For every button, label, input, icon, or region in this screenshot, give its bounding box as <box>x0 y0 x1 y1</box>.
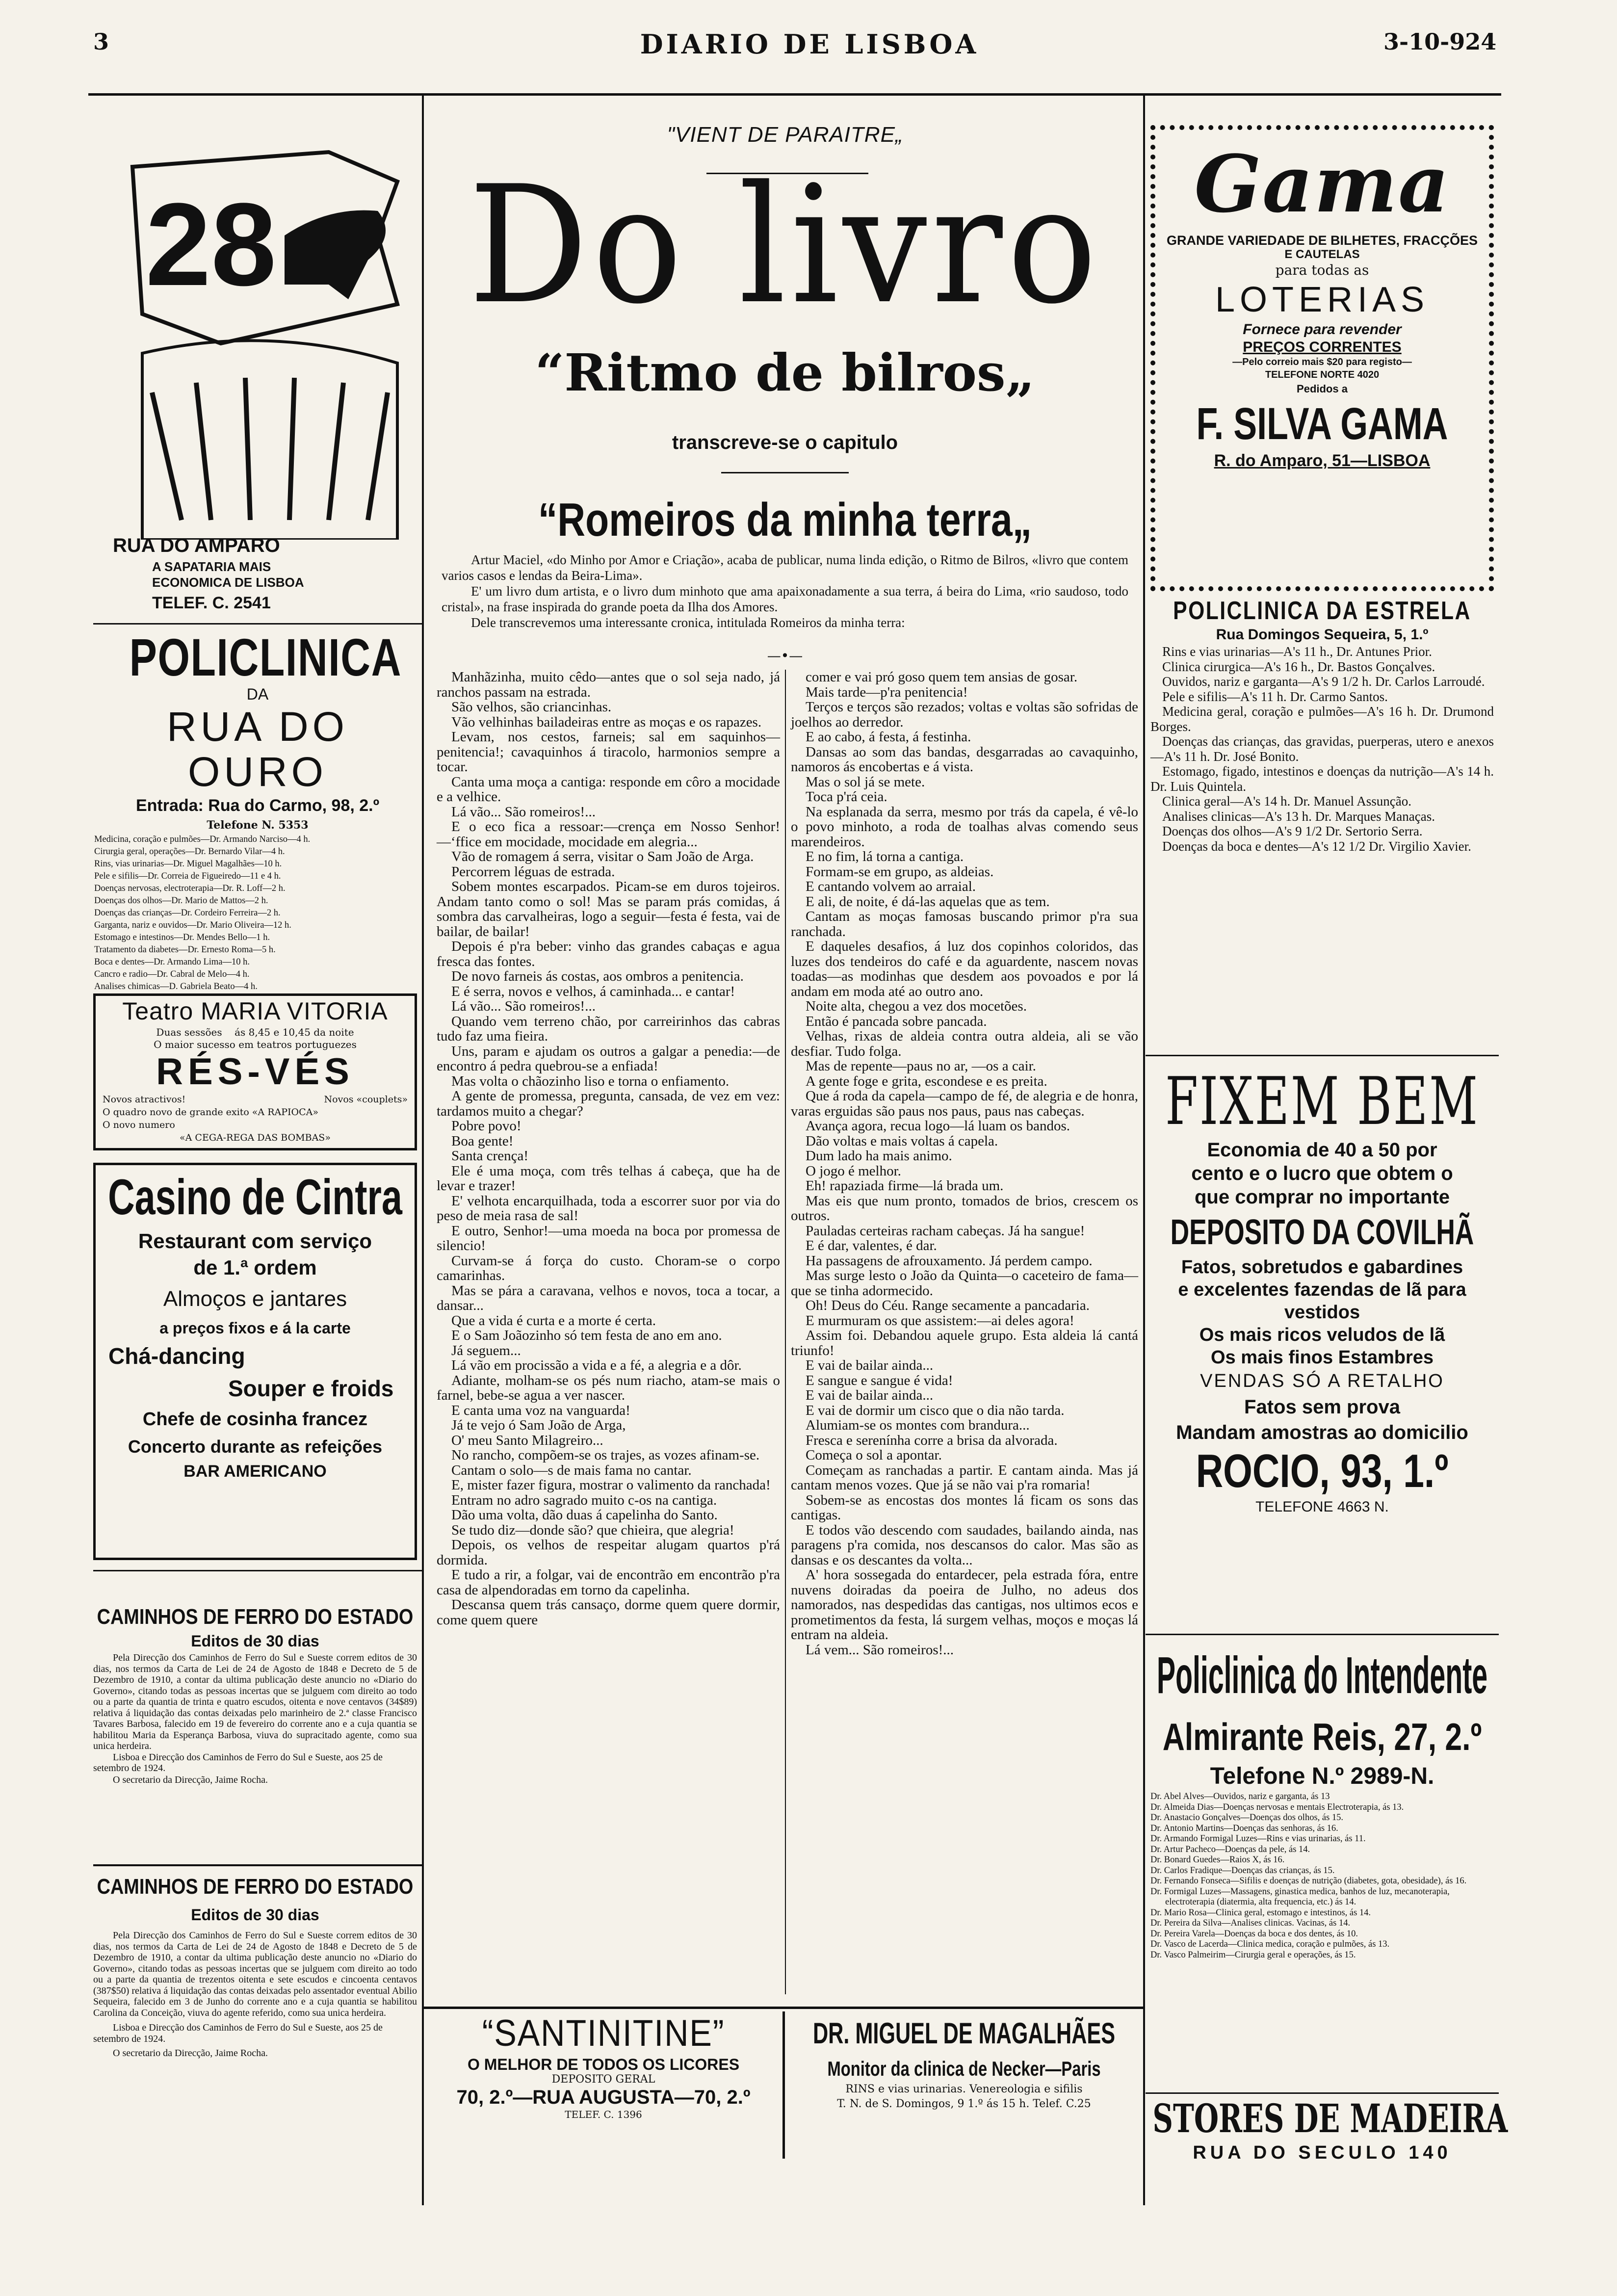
article-paragraph: Pobre povo! <box>451 1118 522 1134</box>
santinitine-ad <box>427 2011 780 2149</box>
stores-title: STORES DE MADEIRA <box>1152 2095 1508 2141</box>
list-item: Dr. Vasco de Lacerda—Clinica medica, coração e pulmões, ás 13. <box>1150 1939 1390 1949</box>
intendente-list <box>1150 1792 1494 1960</box>
magalhaes-title: DR. MIGUEL DE MAGALHÃES <box>812 2017 1116 2050</box>
article-paragraph: Começa o sol a apontar. <box>806 1447 942 1463</box>
casino-l2: de 1.ª ordem <box>193 1256 317 1279</box>
caminhos-2-sub: Editos de 30 dias <box>191 1906 319 1924</box>
article-paragraph: Que a vida é curta e a morte é certa. <box>451 1312 656 1329</box>
shoe-ad-line2: ECONOMICA DE LISBOA <box>152 575 304 590</box>
list-item: Garganta, nariz e ouvidos—Dr. Mario Oliveira—12 h. <box>94 920 291 930</box>
left-column-rule <box>422 96 424 2205</box>
caminhos-2-sign1: Lisboa e Direcção dos Caminhos de Ferro do Sul e Sueste, aos 25 de setembro de 1924. <box>93 2022 383 2044</box>
article-paragraph: Dum lado ha mais animo. <box>806 1148 952 1164</box>
article-paragraph: Dão uma volta, dão duas á capelinha do Santo. <box>451 1507 718 1523</box>
article-paragraph: Cantam o solo—s de mais fama no cantar. <box>451 1462 692 1478</box>
article-paragraph: Noite alta, chegou a vez dos mocetões. <box>806 998 1027 1014</box>
policlinica-ouro-title: POLICLINICA <box>129 627 402 687</box>
article-paragraph: No rancho, compõem-se os trajes, as vozes afinam-se. <box>451 1447 760 1463</box>
article-paragraph: E vai de bailar ainda... <box>806 1387 934 1403</box>
caminhos-notice-2 <box>93 1874 417 2059</box>
policlinica-ouro <box>93 627 422 993</box>
article-paragraph: Manhãzinha, muito cêdo—antes que o sol seja nado, já ranchos passam na estrada. <box>437 669 780 700</box>
casino-l1: Restaurant com serviço <box>138 1229 372 1252</box>
list-item: Tratamento da diabetes—Dr. Ernesto Roma—5 h. <box>94 945 276 955</box>
article-paragraph: A gente foge e grita, escondese e es preita. <box>806 1073 1047 1089</box>
fixem-l14: TELEFONE 4663 N. <box>1255 1499 1389 1515</box>
list-item: Estomago e intestinos—Dr. Mendes Bello—1 h. <box>94 933 270 942</box>
list-item: Pele e sifilis—Dr. Correia de Figueiredo—11 e 4 h. <box>94 871 281 881</box>
magalhaes-ad <box>787 2011 1141 2112</box>
article-paragraph: Mas de repente—paus no ar, —os a cair. <box>806 1058 1036 1074</box>
article-paragraph: E murmuram os que assistem:—ai deles agora! <box>806 1312 1074 1329</box>
gama-l3: para todas as <box>1275 262 1369 278</box>
list-item: Dr. Mario Rosa—Clinica geral, estomago e intestinos, ás 14. <box>1150 1907 1371 1918</box>
list-item: Dr. Formigal Luzes—Massagens, ginastica medica, banhos de luz, mecanoterapia, electroterapia (diatermia, alta frequencia, etc.) ás 14. <box>1150 1886 1450 1907</box>
fixem-l6: e excelentes fazendas de lã para <box>1178 1279 1466 1300</box>
article-paragraph: Alumiam-se os montes com brandura... <box>806 1417 1030 1433</box>
article-paragraph: Ha passagens de afrouxamento. Já perdem campo. <box>806 1252 1093 1269</box>
teatro-line3: «A CEGA-REGA DAS BOMBAS» <box>180 1132 331 1143</box>
magalhaes-l3: T. N. de S. Domingos, 9 1.º ás 15 h. Telef. C.25 <box>837 2098 1091 2110</box>
list-item: Doenças das crianças, das gravidas, puerperas, utero e anexos—A's 11 h. Dr. José Bonito. <box>1150 734 1494 764</box>
caminhos-1-sign1: Lisboa e Direcção dos Caminhos de Ferro do Sul e Sueste, aos 25 de setembro de 1924. <box>93 1751 383 1774</box>
stores-addr: RUA DO SECULO 140 <box>1193 2142 1452 2163</box>
article-paragraph: A' hora sossegada do entardecer, pela estrada fóra, entre nuvens doiradas da poeira de Julho, no adeus dos namorados, nas despedidas das cantigas, nos ultimos ecos e prometimentos da festa, lá surgem velhas, moços e moças lá entram na aldeia. <box>791 1567 1138 1643</box>
gama-ad <box>1150 125 1494 591</box>
article-paragraph: Canta uma moça a cantiga: responde em côro a mocidade e a velhice. <box>437 774 780 805</box>
list-item: Boca e dentes—Dr. Armando Lima—10 h. <box>94 957 250 967</box>
kicker: "VIENT DE PARAITRE„ <box>667 123 903 147</box>
list-item: Dr. Anastacio Gonçalves—Doenças dos olhos, ás 15. <box>1150 1813 1344 1823</box>
article-paragraph: E ali, de noite, é dá-las aquelas que as tem. <box>806 893 1050 910</box>
divider <box>1146 1055 1499 1056</box>
list-item: Rins e vias urinarias—A's 11 h., Dr. Antunes Prior. <box>1162 644 1432 659</box>
list-item: Medicina, coração e pulmões—Dr. Armando Narciso—4 h. <box>94 835 311 844</box>
shoe-ad-street: RUA DO AMPARO <box>113 535 280 556</box>
article-paragraph: Toca p'rá ceia. <box>806 789 887 805</box>
article-paragraph: E todos vão descendo com saudades, bailando ainda, nas paragens p'ra comida, nos descansos do calor. Mas são as dansas e os descantes da volta... <box>791 1522 1138 1568</box>
divider <box>93 623 422 625</box>
chapter-title: “Romeiros da minha terra„ <box>538 494 1032 546</box>
fixem-l1: Economia de 40 a 50 por <box>1207 1139 1437 1161</box>
divider <box>93 1864 422 1866</box>
article-paragraph: E é dar, valentes, é dar. <box>806 1238 937 1253</box>
list-item: Dr. Pereira da Silva—Analises clinicas. Vacinas, ás 14. <box>1150 1918 1351 1928</box>
policlinica-ouro-entrance: Entrada: Rua do Carmo, 98, 2.º <box>135 796 380 815</box>
article-paragraph: Cantam as moças famosas buscando primor p'ra sua ranchada. <box>791 909 1138 939</box>
article-paragraph: E canta uma voz na vanguarda! <box>451 1402 630 1418</box>
teatro-title: Teatro MARIA VITORIA <box>122 997 388 1025</box>
santinitine-l1: O MELHOR DE TODOS OS LICORES <box>467 2056 740 2073</box>
policlinica-intendente <box>1150 1639 1494 1960</box>
list-item: Doenças dos olhos—A's 9 1/2 Dr. Sertorio Serra. <box>1162 824 1423 838</box>
list-item: Ouvidos, nariz e garganta—A's 9 1/2 h. Dr. Carlos Larroudé. <box>1162 674 1485 689</box>
gama-l7: —Pelo correio mais $20 para registo— <box>1232 357 1412 367</box>
fixem-l10: VENDAS SÓ A RETALHO <box>1200 1371 1444 1391</box>
article-paragraph: Adiante, molham-se os pés num riacho, atam-se mais o farnel, bebe-se agua a ver nascer. <box>437 1372 780 1403</box>
article-paragraph: Mas volta o chãozinho liso e torna o enfiamento. <box>451 1073 730 1089</box>
article-paragraph: Levam, nos cestos, farneis; sal em saquinhos—penitencia!; cavaquinhos á tiracolo, harmonios sempre a tocar. <box>437 729 780 775</box>
article-paragraph: Entram no adro sagrado muito c-os na cantiga. <box>451 1492 717 1508</box>
gama-l1: GRANDE VARIEDADE DE BILHETES, FRACÇÕES <box>1166 233 1478 248</box>
list-item: Dr. Carlos Fradique—Doenças das crianças, ás 15. <box>1150 1865 1335 1876</box>
casino-l8: Concerto durante as refeições <box>128 1436 383 1457</box>
article-paragraph: E no fim, lá torna a cantiga. <box>806 849 964 864</box>
shoe-icon <box>123 137 417 540</box>
gama-l5: Fornece para revender <box>1243 321 1402 338</box>
list-item: Dr. Pereira Varela—Doenças da boca e dos dentes, ás 10. <box>1150 1929 1358 1939</box>
article-paragraph: Formam-se em grupo, as aldeias. <box>806 863 994 880</box>
article-paragraph: Sobem montes escarpados. Picam-se em duros tojeiros. Andam tanto como o sol! Mas se param prás comidas, á sombra das carvalheiras, logo a seguir—festa é festa, vai de bailar, de bailar! <box>437 879 780 939</box>
caminhos-1-sub: Editos de 30 dias <box>191 1632 319 1650</box>
teatro-line2: O novo numero <box>103 1120 175 1130</box>
article-paragraph: Percorrem léguas de estrada. <box>451 863 615 880</box>
list-item: Analises clinicas—A's 13 h. Dr. Marques Manaças. <box>1162 809 1435 824</box>
article-paragraph: Oh! Deus do Céu. Range secamente a pancadaria. <box>806 1298 1090 1313</box>
article-paragraph: Mas se pára a caravana, velhos e novos, toca a tocar, a dansar... <box>437 1282 780 1313</box>
gama-l2: E CAUTELAS <box>1284 248 1360 261</box>
article-paragraph: Curvam-se á força do custo. Choram-se o corpo camarinhas. <box>437 1252 780 1283</box>
article-paragraph: Dansas ao som das bandas, desgarradas ao cavaquinho, namoros ás encobertas e á vista. <box>791 744 1138 775</box>
article-paragraph: Vão velhinhas bailadeiras entre as moças e os rapazes. <box>451 714 762 730</box>
teatro-sessions: Duas sessões ás 8,45 e 10,45 da noite <box>156 1026 354 1038</box>
fixem-l2: cento e o lucro que obtem o <box>1191 1163 1453 1184</box>
article-paragraph: Velhas, rixas de aldeia contra outra aldeia, ali se vão desfiar. Tudo folga. <box>791 1028 1138 1059</box>
list-item: Medicina geral, coração e pulmões—A's 16 h. Dr. Drumond Borges. <box>1150 704 1494 734</box>
bottom-rule <box>424 2007 1143 2009</box>
shoe-ad-line1: A SAPATARIA MAIS <box>152 559 271 574</box>
article-paragraph: E vai de dormir um cisco que o dia não tarda. <box>806 1402 1065 1418</box>
casino-l7: Chefe de cosinha francez <box>142 1409 368 1430</box>
article-paragraph: Lá vão em procissão a vida e a fé, a alegria e a dôr. <box>451 1357 742 1373</box>
issue-date: 3-10-924 <box>1383 28 1497 55</box>
article-paragraph: Já te vejo ó Sam João de Arga, <box>451 1417 626 1433</box>
article-column-rule <box>785 670 786 1994</box>
article-paragraph: Depois é p'ra beber: vinho das grandes cabaças e agua fresca das fontes. <box>437 939 780 969</box>
article-paragraph: Eh! rapaziada firme—lá brada um. <box>806 1178 1004 1194</box>
article-paragraph: Sobem-se as encostas dos montes lá ficam os sons das cantigas. <box>791 1492 1138 1523</box>
estrela-title: POLICLINICA DA ESTRELA <box>1173 597 1471 625</box>
article-paragraph: Lá vem... São romeiros!... <box>806 1642 954 1658</box>
divider <box>93 1570 422 1571</box>
article-paragraph: Se tudo diz—donde são? que chieira, que alegria! <box>451 1522 734 1538</box>
santinitine-l4: TELEF. C. 1396 <box>565 2109 642 2120</box>
article-paragraph: E o Sam Joãozinho só tem festa de ano em ano. <box>451 1328 722 1343</box>
list-item: Dr. Artur Pacheco—Doenças da pele, ás 14. <box>1150 1844 1310 1854</box>
fixem-bem-ad <box>1150 1065 1494 1516</box>
headline: Do livro <box>469 151 1101 339</box>
intendente-addr: Almirante Reis, 27, 2.º <box>1162 1715 1482 1758</box>
fixem-l9: Os mais finos Estambres <box>1210 1347 1434 1368</box>
gama-l4: LOTERIAS <box>1215 280 1430 319</box>
fixem-l5: Fatos, sobretudos e gabardines <box>1181 1257 1463 1278</box>
article-paragraph: E cantando volvem ao arraial. <box>806 879 976 894</box>
list-item: Dr. Vasco Palmeirim—Cirurgia geral e operações, ás 15. <box>1150 1950 1356 1960</box>
article-paragraph: E vai de bailar ainda... <box>806 1357 934 1373</box>
article-paragraph: Que á roda da capela—campo de fé, de alegria e de honra, varas erguidas são paus nos paus, paus nas cabeças. <box>791 1088 1138 1119</box>
teatro-line1: O quadro novo de grande exito «A RAPIOCA» <box>103 1107 318 1118</box>
gama-logo: Gama <box>1194 138 1450 230</box>
article-paragraph: Terços e terços são rezados; voltas e voltas são sofridas de joelhos ao derredor. <box>791 699 1138 730</box>
article-paragraph: E ao cabo, á festa, á festinha. <box>806 729 971 745</box>
santinitine-l2: DEPOSITO GERAL <box>551 2073 655 2086</box>
article-paragraph: E o eco fica a ressoar:—crença em Nosso Senhor!—‘ffice em mocidade, mocidade em alegria... <box>437 819 780 850</box>
article-paragraph: Então é pancada sobre pancada. <box>806 1013 987 1029</box>
article-column-2 <box>791 670 1138 1657</box>
casino-l5: Chá-dancing <box>108 1343 245 1369</box>
intro <box>442 552 1128 630</box>
gama-l10: F. SILVA GAMA <box>1196 399 1448 449</box>
fixem-l7: vestidos <box>1284 1302 1360 1323</box>
article-paragraph: A gente de promessa, pregunta, cansada, de vez em vez: tardamos muito a chegar? <box>437 1088 780 1119</box>
ornament: —•— <box>767 648 803 664</box>
header-rule <box>88 93 1501 96</box>
casino-ad <box>93 1163 417 1560</box>
article-paragraph: O' meu Santo Milagreiro... <box>451 1432 603 1448</box>
gama-l6: PREÇOS CORRENTES <box>1243 339 1402 355</box>
teatro-novos2: Novos «couplets» <box>324 1094 408 1105</box>
fixem-l12: Mandam amostras ao domicilio <box>1176 1422 1468 1443</box>
list-item: Dr. Abel Alves—Ouvidos, nariz e garganta, ás 13 <box>1150 1792 1330 1801</box>
policlinica-ouro-list <box>93 834 422 993</box>
article-paragraph: São velhos, são criancinhas. <box>451 699 612 715</box>
casino-l6: Souper e froids <box>228 1376 394 1401</box>
gama-l9: Pedidos a <box>1297 383 1348 395</box>
list-item: Clinica geral—A's 14 h. Dr. Manuel Assunção. <box>1162 794 1412 809</box>
intro-1: Artur Maciel, «do Minho por Amor e Criação», acaba de publicar, numa linda edição, o Ritmo de Bilros, «livro que contem varios casos e lendas da Beira-Lima». <box>442 552 1128 583</box>
list-item: Rins, vias urinarias—Dr. Miguel Magalhães—10 h. <box>94 859 282 869</box>
list-item: Cancro e radio—Dr. Cabral de Melo—4 h. <box>94 969 250 979</box>
right-column-rule <box>1143 96 1145 2205</box>
list-item: Dr. Antonio Martins—Doenças das senhoras, ás 16. <box>1150 1823 1338 1833</box>
article-paragraph: Pauladas certeiras racham cabeças. Já ha sangue! <box>806 1223 1085 1239</box>
list-item: Dr. Almeida Dias—Doenças nervosas e mentais Electroterapia, ás 13. <box>1150 1802 1404 1812</box>
caminhos-2-sign2: O secretario da Direcção, Jaime Rocha. <box>113 2048 268 2059</box>
divider <box>1146 2092 1499 2094</box>
estrela-list <box>1150 644 1494 854</box>
article-paragraph: E é serra, novos e velhos, á caminhada... e cantar! <box>451 983 735 999</box>
caminhos-1-text: Pela Direcção dos Caminhos de Ferro do Sul e Sueste correm editos de 30 dias, nos termos da Carta de Lei de 24 de Agosto de 1848 e Decreto de 5 de Dezembro de 1910, a contar da ultima publicação deste anuncio no «Diario do Governo», citando todas as pessoas incertas que se julguem com direito ao todo ou a parte da quantia de trinta e quatro escudos, oitenta e nove centavos (34$89) relativa á liquidação das contas deixadas pelo marinheiro de 2.ª classe Francisco Tavares Barbosa, falecido em 19 de fevereiro do corrente ano e a cuja quantia se habilitou Maria da Esperança Barbosa, viuva do supracitado agente, como sua unica herdeira. <box>93 1652 417 1751</box>
article-paragraph: Avança agora, recua logo—lá luam os bandos. <box>806 1118 1070 1134</box>
caminhos-1-sign2: O secretario da Direcção, Jaime Rocha. <box>113 1774 268 1785</box>
shoe-ad <box>93 137 417 628</box>
list-item: Dr. Fernando Fonseca—Sifilis e doenças de nutrição (diabetes, gota, obesidade), ás 16. <box>1150 1876 1467 1886</box>
santinitine-title: “SANTINITINE” <box>482 2012 725 2054</box>
article-paragraph: comer e vai pró goso quem tem ansias de gosar. <box>806 669 1078 685</box>
subrule <box>721 472 849 473</box>
gama-l8: TELEFONE NORTE 4020 <box>1265 369 1380 380</box>
intro-3: Dele transcrevemos uma interessante cronica, intitulada Romeiros da minha terra: <box>471 615 905 630</box>
list-item: Analises chimicas—D. Gabriela Beato—4 h. <box>94 982 258 991</box>
list-item: Cirurgia geral, operações—Dr. Bernardo Vilar—4 h. <box>94 847 285 857</box>
article-paragraph: Mais tarde—p'ra penitencia! <box>806 684 968 700</box>
policlinica-ouro-street: RUA DO OURO <box>166 704 349 795</box>
list-item: Doenças das crianças—Dr. Cordeiro Ferreira—2 h. <box>94 908 281 918</box>
teatro-subtitle: O maior sucesso em teatros portuguezes <box>154 1039 357 1050</box>
casino-l3: Almoços e jantares <box>163 1287 347 1311</box>
fixem-l11: Fatos sem prova <box>1244 1396 1400 1418</box>
fixem-title: FIXEM BEM <box>1165 1063 1479 1140</box>
caminhos-2-text: Pela Direcção dos Caminhos de Ferro do Sul e Sueste correm editos de 30 dias, nos termos da Carta de Lei de 24 de Agosto de 1848 e Decreto de 5 de Dezembro de 1910, a contar da ultima publicação deste anuncio no «Diario do Governo», citando todas as pessoas incertas que se julguem com direito ao todo ou a parte da quantia de trezentos oitenta e sete escudos e cincoenta centavos (387$50) relativa á liquidação das contas deixadas pelo assentador eventual Abilio Sequeira, falecido em 3 de Junho do corrente ano e a cuja quantia se habilitou Carolina da Conceição, viuva do agente referido, como sua unica herdeira. <box>93 1930 417 2018</box>
magalhaes-l2: RINS e vias urinarias. Venereologia e sifilis <box>845 2083 1083 2095</box>
casino-title: Casino de Cintra <box>108 1169 402 1225</box>
intendente-phone: Telefone N.º 2989-N. <box>1210 1763 1434 1789</box>
article-paragraph: Ele é uma moça, com três telhas á cabeça, que ha de levar e trazer! <box>437 1163 780 1194</box>
article-paragraph: E' velhota encarquilhada, toda a escorrer suor por via do peso de meia rasa de sal! <box>437 1193 780 1224</box>
magalhaes-l1: Monitor da clinica de Necker—Paris <box>827 2057 1101 2080</box>
article-paragraph: Lá vão... São romeiros!... <box>451 998 596 1014</box>
article-paragraph: Quando vem terreno chão, por carreirinhos das cabras tudo faz uma fieira. <box>437 1013 780 1044</box>
divider <box>1146 1634 1499 1635</box>
list-item: Doenças da boca e dentes—A's 12 1/2 Dr. Virgilio Xavier. <box>1162 838 1471 854</box>
article-paragraph: Mas o sol já se mete. <box>806 774 925 790</box>
caminhos-2-title: CAMINHOS DE FERRO DO ESTADO <box>97 1875 414 1899</box>
fixem-l13: ROCIO, 93, 1.º <box>1196 1445 1449 1497</box>
casino-l4: a preços fixos e á la carte <box>159 1319 351 1337</box>
list-item: Dr. Armando Formigal Luzes—Rins e vias urinarias, ás 11. <box>1150 1834 1366 1844</box>
teatro-show: RÉS-VÉS <box>156 1051 354 1093</box>
fixem-l4: DEPOSITO DA COVILHÃ <box>1170 1213 1474 1252</box>
page-number: 3 <box>93 28 109 55</box>
estrela-addr: Rua Domingos Sequeira, 5, 1.º <box>1216 626 1429 643</box>
article-paragraph: Boa gente! <box>451 1133 514 1149</box>
article-paragraph: Vão de romagem á serra, visitar o Sam João de Arga. <box>451 849 754 864</box>
article-paragraph: E tudo a rir, a folgar, vai de encontrão em encontrão p'ra casa de alpendoradas em torno da capelinha. <box>437 1567 780 1598</box>
article-paragraph: Santa crença! <box>451 1148 528 1164</box>
article-paragraph: Fresca e serenínha corre a brisa da alvorada. <box>806 1432 1058 1448</box>
article-paragraph: Mas surge lesto o João da Quinta—o caceteiro de fama—que se tinha adormecido. <box>791 1268 1138 1299</box>
intendente-title: Policlinica do Intendente <box>1156 1646 1488 1704</box>
stores-ad <box>1150 2095 1508 2164</box>
policlinica-ouro-da: DA <box>246 685 269 703</box>
caminhos-notice-1 <box>93 1604 417 1786</box>
list-item: Clinica cirurgica—A's 16 h., Dr. Bastos Gonçalves. <box>1162 659 1435 674</box>
policlinica-ouro-phone: Telefone N. 5353 <box>207 819 309 832</box>
list-item: Doenças dos olhos—Dr. Mario de Mattos—2 h. <box>94 896 268 906</box>
caminhos-1-title: CAMINHOS DE FERRO DO ESTADO <box>97 1605 414 1629</box>
article-column-1 <box>437 670 780 1627</box>
article-paragraph: Mas eis que num pronto, tomados de brios, crescem os outros. <box>791 1193 1138 1224</box>
intro-2: E' um livro dum artista, e o livro dum minhoto que ama apaixonadamente a sua terra, á beira do Lima, «rio saudoso, todo cristal», na frase inspirada do grande poeta da Ilha dos Amores. <box>442 584 1128 614</box>
casino-l9: BAR AMERICANO <box>183 1462 327 1481</box>
article-paragraph: Dão voltas e mais voltas á capela. <box>806 1133 998 1149</box>
fixem-l8: Os mais ricos veludos de lã <box>1199 1325 1445 1345</box>
article-paragraph: Já seguem... <box>451 1342 521 1358</box>
article-paragraph: De novo farneis ás costas, aos ombros a penitencia. <box>451 968 744 984</box>
list-item: Estomago, figado, intestinos e doenças da nutrição—A's 14 h. Dr. Luis Quintela. <box>1150 764 1494 794</box>
masthead-title: DIARIO DE LISBOA <box>640 28 979 60</box>
shoe-ad-phone: TELEF. C. 2541 <box>152 594 271 612</box>
teatro-novos1: Novos atractivos! <box>103 1094 186 1105</box>
list-item: Pele e sifilis—A's 11 h. Dr. Carmo Santos. <box>1162 689 1388 704</box>
list-item: Doenças nervosas, electroterapia—Dr. R. Loff—2 h. <box>94 884 286 893</box>
article-paragraph: O jogo é melhor. <box>806 1163 901 1179</box>
article-paragraph: Assim foi. Debandou aquele grupo. Esta aldeia lá cantá triunfo! <box>791 1328 1138 1358</box>
article-paragraph: E daqueles desafios, á luz dos copinhos coloridos, das luzes dos tendeiros do café e da aguardente, nascem novas toadas—as modinhas que desdem aos povoados e por lá andam em moda até ao outro ano. <box>791 939 1138 999</box>
shoe-ad-number: 28 <box>145 179 277 310</box>
article-paragraph: Lá vão... São romeiros!... <box>451 804 596 820</box>
article-paragraph: E sangue e sangue é vida! <box>806 1372 953 1388</box>
article-paragraph: E outro, Senhor!—uma moeda na boca por promessa de silencio! <box>437 1223 780 1253</box>
article-paragraph: Na esplanada da serra, mesmo por trás da capela, é vê-lo o povo minhoto, a roda de toalhas alvas comendo seus marendeiros. <box>791 804 1138 850</box>
gama-l11: R. do Amparo, 51—LISBOA <box>1214 451 1431 470</box>
transcreve: transcreve-se o capitulo <box>672 432 898 453</box>
santinitine-l3: 70, 2.º—RUA AUGUSTA—70, 2.º <box>456 2087 751 2108</box>
article-paragraph: Começam as ranchadas a partir. E cantam ainda. Mas já cantam menos vozes. Que já se não vai p'ra romaria! <box>791 1462 1138 1493</box>
article-paragraph: E, mister fazer figura, mostrar o valimento da ranchada! <box>451 1477 771 1493</box>
article-paragraph: Descansa quem trás cansaço, dorme quem quere dormir, come quem quere <box>437 1597 780 1628</box>
policlinica-estrela <box>1150 596 1494 854</box>
book-title: “Ritmo de bilros„ <box>535 342 1035 403</box>
fixem-l3: que comprar no importante <box>1194 1186 1450 1208</box>
article-paragraph: Depois, os velhos de respeitar alugam quartos p'rá dormida. <box>437 1537 780 1568</box>
article-paragraph: Uns, param e ajudam os outros a galgar a penedia:—de encontro á pedra quebrou-se a enfiada! <box>437 1043 780 1074</box>
list-item: Dr. Bonard Guedes—Raios X, ás 16. <box>1150 1855 1285 1865</box>
teatro-ad <box>93 993 417 1150</box>
